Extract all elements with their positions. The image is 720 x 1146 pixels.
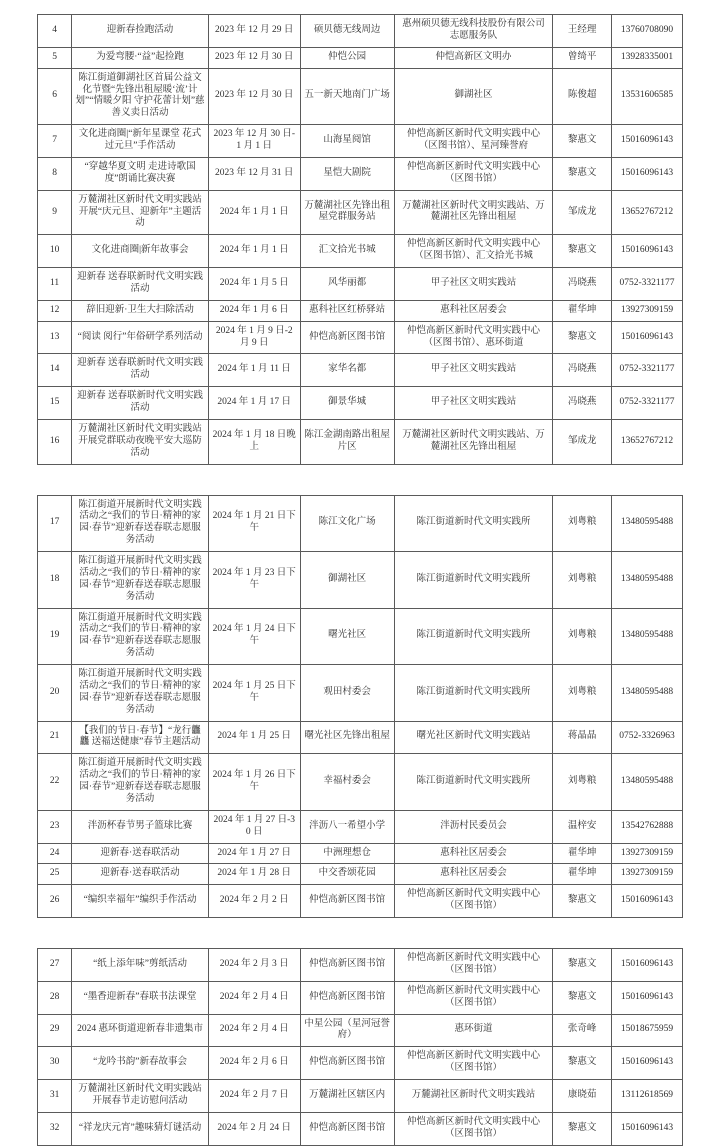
table-body: [38, 495, 683, 918]
cell-contact: 翟华坤: [553, 843, 612, 864]
cell-organizer: 曙光社区新时代文明实践站: [394, 721, 553, 754]
cell-activity: 万麓湖社区新时代文明实践站开展春节走访慰问活动: [72, 1080, 209, 1113]
cell-phone: 13927309159: [612, 843, 683, 864]
cell-organizer: 万麓湖社区新时代文明实践站、万麓湖社区先锋出租屋: [394, 190, 553, 235]
cell-location: 硕贝德无线周边: [300, 15, 394, 48]
table-row: [38, 754, 683, 811]
cell-contact: 黎惠文: [553, 885, 612, 918]
cell-phone: 15016096143: [612, 1112, 683, 1145]
cell-phone: 15016096143: [612, 949, 683, 982]
cell-contact: 黎惠文: [553, 235, 612, 268]
cell-no: 23: [38, 810, 72, 843]
cell-organizer: 惠环街道: [394, 1014, 553, 1047]
cell-organizer: 惠科社区居委会: [394, 864, 553, 885]
cell-organizer: 陈江街道新时代文明实践所: [394, 495, 553, 552]
cell-contact: 刘粤粮: [553, 608, 612, 665]
cell-activity: “墨香迎新春”春联书法课堂: [72, 981, 209, 1014]
cell-phone: 15016096143: [612, 125, 683, 158]
cell-no: 13: [38, 321, 72, 354]
table-row: [38, 885, 683, 918]
cell-organizer: 万麓湖社区新时代文明实践站、万麓湖社区先锋出租屋: [394, 419, 553, 464]
cell-date: 2024 年 1 月 5 日: [208, 268, 300, 301]
cell-activity: “编织幸福年”编织手作活动: [72, 885, 209, 918]
cell-activity: “穿越华夏文明 走进诗歌国度”朗诵比赛决赛: [72, 157, 209, 190]
cell-location: 曙光社区先锋出租屋: [300, 721, 394, 754]
table-row: [38, 949, 683, 982]
cell-activity: 文化进商圈|“新年星课堂 花式过元旦”手作活动: [72, 125, 209, 158]
table-body: [38, 15, 683, 465]
cell-activity: “纸上添年味”剪纸活动: [72, 949, 209, 982]
cell-activity: 万麓湖社区新时代文明实践站开展“庆元旦、迎新年”主题活动: [72, 190, 209, 235]
cell-date: 2023 年 12 月 29 日: [208, 15, 300, 48]
table-row: [38, 608, 683, 665]
cell-phone: 15016096143: [612, 321, 683, 354]
cell-activity: 为爱弯腰·“益”起捡跑: [72, 47, 209, 68]
cell-date: 2024 年 2 月 7 日: [208, 1080, 300, 1113]
table-row: [38, 68, 683, 125]
table-row: [38, 1112, 683, 1145]
cell-phone: 15016096143: [612, 1047, 683, 1080]
cell-location: 御景华城: [300, 387, 394, 420]
cell-phone: 13480595488: [612, 665, 683, 722]
cell-no: 12: [38, 300, 72, 321]
cell-contact: 翟华坤: [553, 300, 612, 321]
table-row: [38, 810, 683, 843]
cell-location: 星恺大剧院: [300, 157, 394, 190]
cell-phone: 13760708090: [612, 15, 683, 48]
cell-organizer: 仲恺高新区新时代文明实践中心（区图书馆）: [394, 949, 553, 982]
cell-contact: 黎惠文: [553, 321, 612, 354]
cell-phone: 13542762888: [612, 810, 683, 843]
table-row: [38, 552, 683, 609]
cell-organizer: 仲恺高新区新时代文明实践中心（区图书馆）: [394, 885, 553, 918]
cell-organizer: 仲恺高新区新时代文明实践中心（区图书馆）: [394, 981, 553, 1014]
cell-activity: 辞旧迎新·卫生大扫除活动: [72, 300, 209, 321]
table-row: [38, 125, 683, 158]
table-row: [38, 721, 683, 754]
cell-contact: 刘粤粮: [553, 665, 612, 722]
cell-location: 五一新天地南门广场: [300, 68, 394, 125]
table-row: [38, 387, 683, 420]
cell-date: 2024 年 1 月 25 日: [208, 721, 300, 754]
cell-organizer: 甲子社区文明实践站: [394, 268, 553, 301]
cell-location: 惠科社区红桥驿站: [300, 300, 394, 321]
cell-no: 28: [38, 981, 72, 1014]
cell-organizer: 陈江街道新时代文明实践所: [394, 754, 553, 811]
cell-phone: 13480595488: [612, 608, 683, 665]
cell-activity: 陈江街道御湖社区首届公益文化节暨“先锋出租屋暖‘流’计划”“情暖夕阳 守护花蕾计划”慈善义卖日活动: [72, 68, 209, 125]
cell-location: 中星公园（星河冠誉府）: [300, 1014, 394, 1047]
cell-activity: 泮沥杯春节男子篮球比赛: [72, 810, 209, 843]
cell-no: 27: [38, 949, 72, 982]
cell-activity: 2024 惠环街道迎新春非遗集市: [72, 1014, 209, 1047]
table-row: [38, 300, 683, 321]
activities-table-rows-27-32: [37, 948, 683, 1146]
cell-location: 风华丽都: [300, 268, 394, 301]
cell-no: 9: [38, 190, 72, 235]
cell-contact: 刘粤粮: [553, 495, 612, 552]
cell-location: 中交香颂花园: [300, 864, 394, 885]
cell-no: 26: [38, 885, 72, 918]
cell-phone: 0752-3326963: [612, 721, 683, 754]
cell-activity: 迎新春·送春联活动: [72, 843, 209, 864]
table-row: [38, 47, 683, 68]
cell-contact: 邹成龙: [553, 419, 612, 464]
cell-contact: 张奇峰: [553, 1014, 612, 1047]
table-row: [38, 495, 683, 552]
activities-table-rows-17-26: [37, 495, 683, 919]
cell-no: 29: [38, 1014, 72, 1047]
cell-contact: 冯晓燕: [553, 387, 612, 420]
cell-organizer: 仲恺高新区文明办: [394, 47, 553, 68]
cell-date: 2024 年 2 月 3 日: [208, 949, 300, 982]
cell-organizer: 陈江街道新时代文明实践所: [394, 608, 553, 665]
cell-date: 2024 年 1 月 21 日下午: [208, 495, 300, 552]
cell-no: 30: [38, 1047, 72, 1080]
cell-no: 7: [38, 125, 72, 158]
cell-date: 2024 年 1 月 1 日: [208, 235, 300, 268]
cell-organizer: 惠科社区居委会: [394, 843, 553, 864]
cell-activity: “祥龙庆元宵”趣味猜灯谜活动: [72, 1112, 209, 1145]
cell-no: 4: [38, 15, 72, 48]
cell-no: 19: [38, 608, 72, 665]
cell-contact: 陈俊超: [553, 68, 612, 125]
cell-phone: 15016096143: [612, 157, 683, 190]
cell-contact: 刘粤粮: [553, 552, 612, 609]
cell-phone: 0752-3321177: [612, 268, 683, 301]
cell-phone: 15018675959: [612, 1014, 683, 1047]
cell-organizer: 御湖社区: [394, 68, 553, 125]
table-body: [38, 949, 683, 1146]
cell-activity: “阅读 阅行”年俗研学系列活动: [72, 321, 209, 354]
cell-phone: 15016096143: [612, 981, 683, 1014]
cell-location: 泮沥八一希望小学: [300, 810, 394, 843]
cell-date: 2024 年 2 月 4 日: [208, 1014, 300, 1047]
cell-location: 万麓湖社区先锋出租屋党群服务站: [300, 190, 394, 235]
cell-organizer: 仲恺高新区新时代文明实践中心（区图书馆）: [394, 1112, 553, 1145]
cell-date: 2024 年 1 月 11 日: [208, 354, 300, 387]
cell-phone: 15016096143: [612, 235, 683, 268]
cell-date: 2024 年 1 月 27 日: [208, 843, 300, 864]
cell-activity: 陈江街道开展新时代文明实践活动之“我们的节日·精神的家园·春节”迎新春送春联志愿服务活动: [72, 552, 209, 609]
cell-location: 陈江文化广场: [300, 495, 394, 552]
cell-phone: 13480595488: [612, 754, 683, 811]
cell-no: 10: [38, 235, 72, 268]
cell-organizer: 仲恺高新区新时代文明实践中心（区图书馆）: [394, 1047, 553, 1080]
cell-no: 16: [38, 419, 72, 464]
cell-date: 2023 年 12 月 31 日: [208, 157, 300, 190]
cell-contact: 黎惠文: [553, 157, 612, 190]
cell-organizer: 仲恺高新区新时代文明实践中心（区图书馆）、惠环街道: [394, 321, 553, 354]
cell-no: 18: [38, 552, 72, 609]
cell-location: 仲恺公园: [300, 47, 394, 68]
table-row: [38, 864, 683, 885]
cell-activity: “龙吟书韵”新春故事会: [72, 1047, 209, 1080]
cell-date: 2024 年 1 月 6 日: [208, 300, 300, 321]
table-row: [38, 235, 683, 268]
cell-phone: 13652767212: [612, 419, 683, 464]
cell-contact: 黎惠文: [553, 1112, 612, 1145]
cell-contact: 曾绮平: [553, 47, 612, 68]
cell-date: 2024 年 1 月 23 日下午: [208, 552, 300, 609]
table-row: [38, 15, 683, 48]
cell-location: 曙光社区: [300, 608, 394, 665]
cell-no: 14: [38, 354, 72, 387]
cell-phone: 13928335001: [612, 47, 683, 68]
cell-activity: 陈江街道开展新时代文明实践活动之“我们的节日·精神的家园·春节”迎新春送春联志愿服务活动: [72, 754, 209, 811]
cell-no: 21: [38, 721, 72, 754]
cell-activity: 陈江街道开展新时代文明实践活动之“我们的节日·精神的家园·春节”迎新春送春联志愿服务活动: [72, 608, 209, 665]
cell-activity: 【我们的节日·春节】“龙行龘龘 送福送健康”春节主题活动: [72, 721, 209, 754]
cell-no: 17: [38, 495, 72, 552]
cell-location: 仲恺高新区图书馆: [300, 885, 394, 918]
cell-date: 2024 年 1 月 26 日下午: [208, 754, 300, 811]
cell-date: 2024 年 1 月 28 日: [208, 864, 300, 885]
cell-phone: 0752-3321177: [612, 387, 683, 420]
cell-contact: 温梓安: [553, 810, 612, 843]
cell-date: 2024 年 2 月 4 日: [208, 981, 300, 1014]
cell-date: 2024 年 2 月 24 日: [208, 1112, 300, 1145]
cell-phone: 13652767212: [612, 190, 683, 235]
cell-location: 山海星阅馆: [300, 125, 394, 158]
cell-location: 仲恺高新区图书馆: [300, 1112, 394, 1145]
cell-date: 2024 年 1 月 1 日: [208, 190, 300, 235]
cell-no: 5: [38, 47, 72, 68]
cell-location: 御湖社区: [300, 552, 394, 609]
cell-organizer: 仲恺高新区新时代文明实践中心（区图书馆）、汇文拾光书城: [394, 235, 553, 268]
cell-no: 32: [38, 1112, 72, 1145]
cell-no: 8: [38, 157, 72, 190]
cell-location: 万麓湖社区辖区内: [300, 1080, 394, 1113]
cell-phone: 13480595488: [612, 552, 683, 609]
table-row: [38, 665, 683, 722]
cell-organizer: 惠州硕贝德无线科技股份有限公司志愿服务队: [394, 15, 553, 48]
cell-location: 中洲理想仓: [300, 843, 394, 864]
cell-location: 陈江金湖南路出租屋片区: [300, 419, 394, 464]
table-row: [38, 1014, 683, 1047]
cell-phone: 13112618569: [612, 1080, 683, 1113]
cell-contact: 蒋晶晶: [553, 721, 612, 754]
cell-contact: 邹成龙: [553, 190, 612, 235]
cell-no: 6: [38, 68, 72, 125]
cell-contact: 黎惠文: [553, 949, 612, 982]
cell-activity: 迎新春 送春联新时代文明实践活动: [72, 268, 209, 301]
cell-contact: 康晓茹: [553, 1080, 612, 1113]
cell-contact: 刘粤粮: [553, 754, 612, 811]
cell-activity: 陈江街道开展新时代文明实践活动之“我们的节日·精神的家园·春节”迎新春送春联志愿服务活动: [72, 495, 209, 552]
cell-organizer: 仲恺高新区新时代文明实践中心（区图书馆）: [394, 157, 553, 190]
cell-no: 25: [38, 864, 72, 885]
cell-location: 观田村委会: [300, 665, 394, 722]
cell-organizer: 仲恺高新区新时代文明实践中心（区图书馆）、星河臻誉府: [394, 125, 553, 158]
cell-date: 2024 年 1 月 17 日: [208, 387, 300, 420]
cell-activity: 迎新春·送春联活动: [72, 864, 209, 885]
cell-organizer: 陈江街道新时代文明实践所: [394, 552, 553, 609]
cell-activity: 迎新春捡跑活动: [72, 15, 209, 48]
cell-contact: 冯晓燕: [553, 268, 612, 301]
cell-contact: 翟华坤: [553, 864, 612, 885]
table-row: [38, 1080, 683, 1113]
table-row: [38, 190, 683, 235]
cell-location: 仲恺高新区图书馆: [300, 321, 394, 354]
cell-contact: 冯晓燕: [553, 354, 612, 387]
cell-contact: 王经理: [553, 15, 612, 48]
cell-organizer: 万麓湖社区新时代文明实践站: [394, 1080, 553, 1113]
cell-phone: 13927309159: [612, 864, 683, 885]
cell-date: 2023 年 12 月 30 日: [208, 68, 300, 125]
cell-phone: 13480595488: [612, 495, 683, 552]
cell-date: 2023 年 12 月 30 日-1 月 1 日: [208, 125, 300, 158]
table-row: [38, 157, 683, 190]
cell-date: 2024 年 1 月 24 日下午: [208, 608, 300, 665]
cell-organizer: 陈江街道新时代文明实践所: [394, 665, 553, 722]
cell-location: 家华名都: [300, 354, 394, 387]
cell-date: 2024 年 1 月 18 日晚上: [208, 419, 300, 464]
section-gap: [0, 918, 720, 948]
cell-activity: 万麓湖社区新时代文明实践站开展党群联动夜晚平安大巡防活动: [72, 419, 209, 464]
table-row: [38, 843, 683, 864]
cell-no: 11: [38, 268, 72, 301]
cell-activity: 迎新春 送春联新时代文明实践活动: [72, 354, 209, 387]
cell-contact: 黎惠文: [553, 981, 612, 1014]
cell-phone: 13531606585: [612, 68, 683, 125]
table-row: [38, 1047, 683, 1080]
table-row: [38, 981, 683, 1014]
cell-phone: 15016096143: [612, 885, 683, 918]
cell-organizer: 甲子社区文明实践站: [394, 354, 553, 387]
table-row: [38, 268, 683, 301]
cell-contact: 黎惠文: [553, 1047, 612, 1080]
cell-activity: 陈江街道开展新时代文明实践活动之“我们的节日·精神的家园·春节”迎新春送春联志愿服务活动: [72, 665, 209, 722]
cell-activity: 文化进商圈|新年故事会: [72, 235, 209, 268]
cell-location: 仲恺高新区图书馆: [300, 1047, 394, 1080]
table-row: [38, 354, 683, 387]
cell-location: 汇文拾光书城: [300, 235, 394, 268]
cell-date: 2024 年 2 月 6 日: [208, 1047, 300, 1080]
cell-date: 2024 年 1 月 25 日下午: [208, 665, 300, 722]
cell-no: 22: [38, 754, 72, 811]
table-row: [38, 419, 683, 464]
cell-date: 2024 年 1 月 27 日-30 日: [208, 810, 300, 843]
cell-location: 幸福村委会: [300, 754, 394, 811]
cell-no: 15: [38, 387, 72, 420]
activities-table-rows-4-16: [37, 14, 683, 465]
cell-no: 31: [38, 1080, 72, 1113]
cell-date: 2024 年 1 月 9 日-2 月 9 日: [208, 321, 300, 354]
cell-phone: 13927309159: [612, 300, 683, 321]
cell-location: 仲恺高新区图书馆: [300, 949, 394, 982]
cell-activity: 迎新春 送春联新时代文明实践活动: [72, 387, 209, 420]
cell-phone: 0752-3321177: [612, 354, 683, 387]
cell-no: 20: [38, 665, 72, 722]
cell-organizer: 惠科社区居委会: [394, 300, 553, 321]
cell-location: 仲恺高新区图书馆: [300, 981, 394, 1014]
cell-organizer: 甲子社区文明实践站: [394, 387, 553, 420]
cell-date: 2023 年 12 月 30 日: [208, 47, 300, 68]
cell-no: 24: [38, 843, 72, 864]
table-row: [38, 321, 683, 354]
cell-contact: 黎惠文: [553, 125, 612, 158]
section-gap: [0, 465, 720, 495]
cell-date: 2024 年 2 月 2 日: [208, 885, 300, 918]
cell-organizer: 泮沥村民委员会: [394, 810, 553, 843]
